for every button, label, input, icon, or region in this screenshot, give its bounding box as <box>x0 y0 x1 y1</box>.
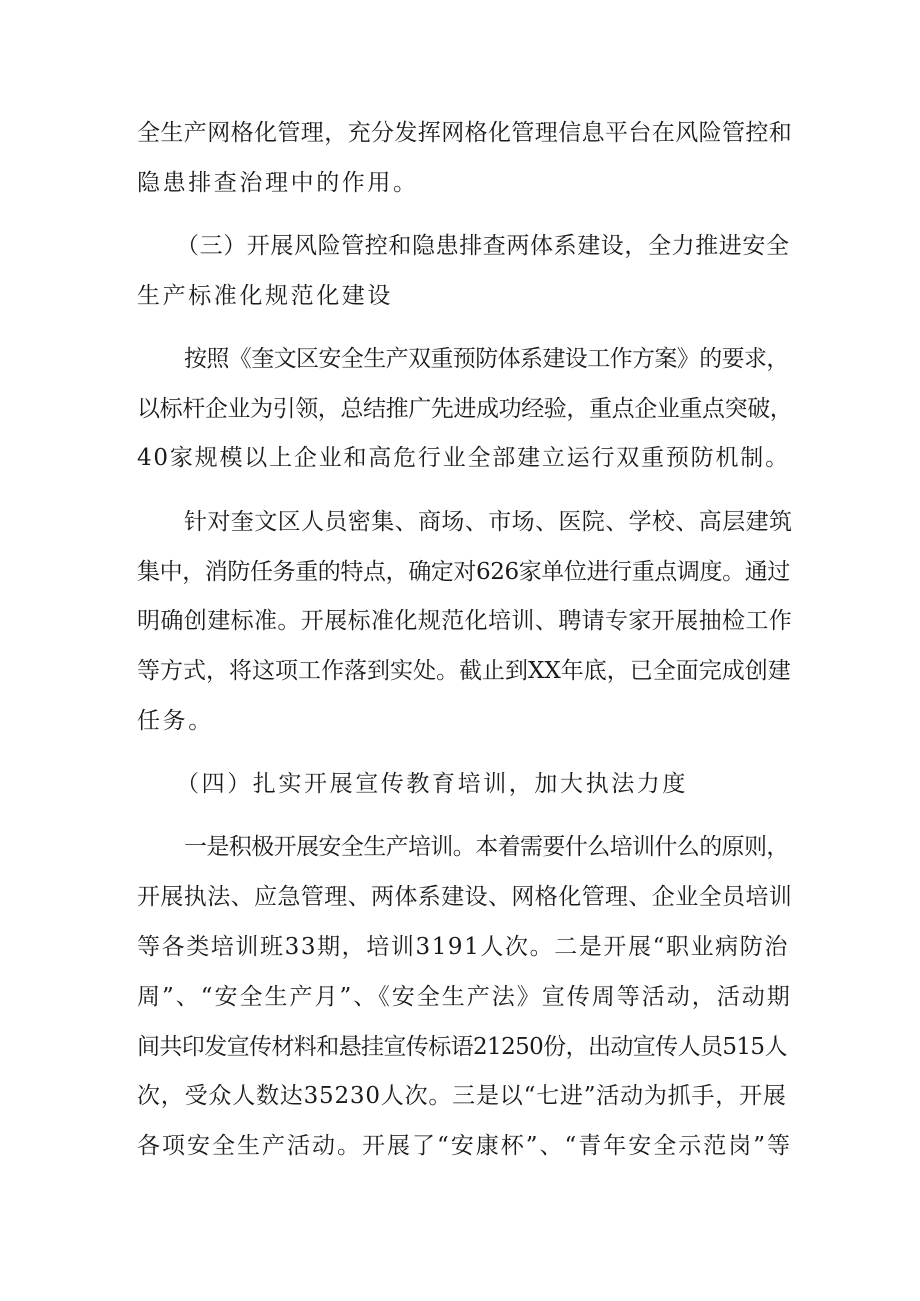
text-line: 明确创建标准。开展标准化规范化培训、聘请专家开展抽检工作 <box>137 608 793 634</box>
text-line: 次，受众人数达35230人次。三是以“七进”活动为抓手，开展 <box>137 1083 787 1109</box>
section-heading-3: （三）开展风险管控和隐患排查两体系建设，全力推进安全 <box>176 233 790 259</box>
text-line: 等方式，将这项工作落到实处。截止到XX年底，已全面完成创建 <box>137 658 791 684</box>
text-line: 40家规模以上企业和高危行业全部建立运行双重预防机制。 <box>137 445 790 471</box>
text-line: 以标杆企业为引领，总结推广先进成功经验，重点企业重点突破， <box>137 396 793 422</box>
text-line: 集中，消防任务重的特点，确定对626家单位进行重点调度。通过 <box>137 559 790 585</box>
text-line: 开展执法、应急管理、两体系建设、网格化管理、企业全员培训 <box>137 884 793 910</box>
paragraph-first-line: 一是积极开展安全生产培训。本着需要什么培训什么的原则， <box>184 834 789 860</box>
text-line: 任务。 <box>137 708 214 734</box>
text-line: 间共印发宣传材料和悬挂宣传标语21250份，出动宣传人员515人 <box>137 1034 787 1060</box>
text-line: 全生产网格化管理，充分发挥网格化管理信息平台在风险管控和 <box>137 120 793 146</box>
section-heading-3-continued: 生产标准化规范化建设 <box>137 283 393 309</box>
text-line: 隐患排查治理中的作用。 <box>137 170 419 196</box>
paragraph-first-line: 按照《奎文区安全生产双重预防体系建设工作方案》的要求， <box>184 346 789 372</box>
paragraph-first-line: 针对奎文区人员密集、商场、市场、医院、学校、高层建筑 <box>184 509 793 535</box>
text-line: 各项安全生产活动。开展了“安康杯”、“青年安全示范岗”等 <box>137 1133 793 1159</box>
text-line: 等各类培训班33期，培训3191人次。二是开展“职业病防治 <box>137 934 789 960</box>
section-heading-4: （四）扎实开展宣传教育培训，加大执法力度 <box>176 771 688 797</box>
text-line: 周”、“安全生产月”、《安全生产法》宣传周等活动，活动期 <box>137 984 792 1010</box>
